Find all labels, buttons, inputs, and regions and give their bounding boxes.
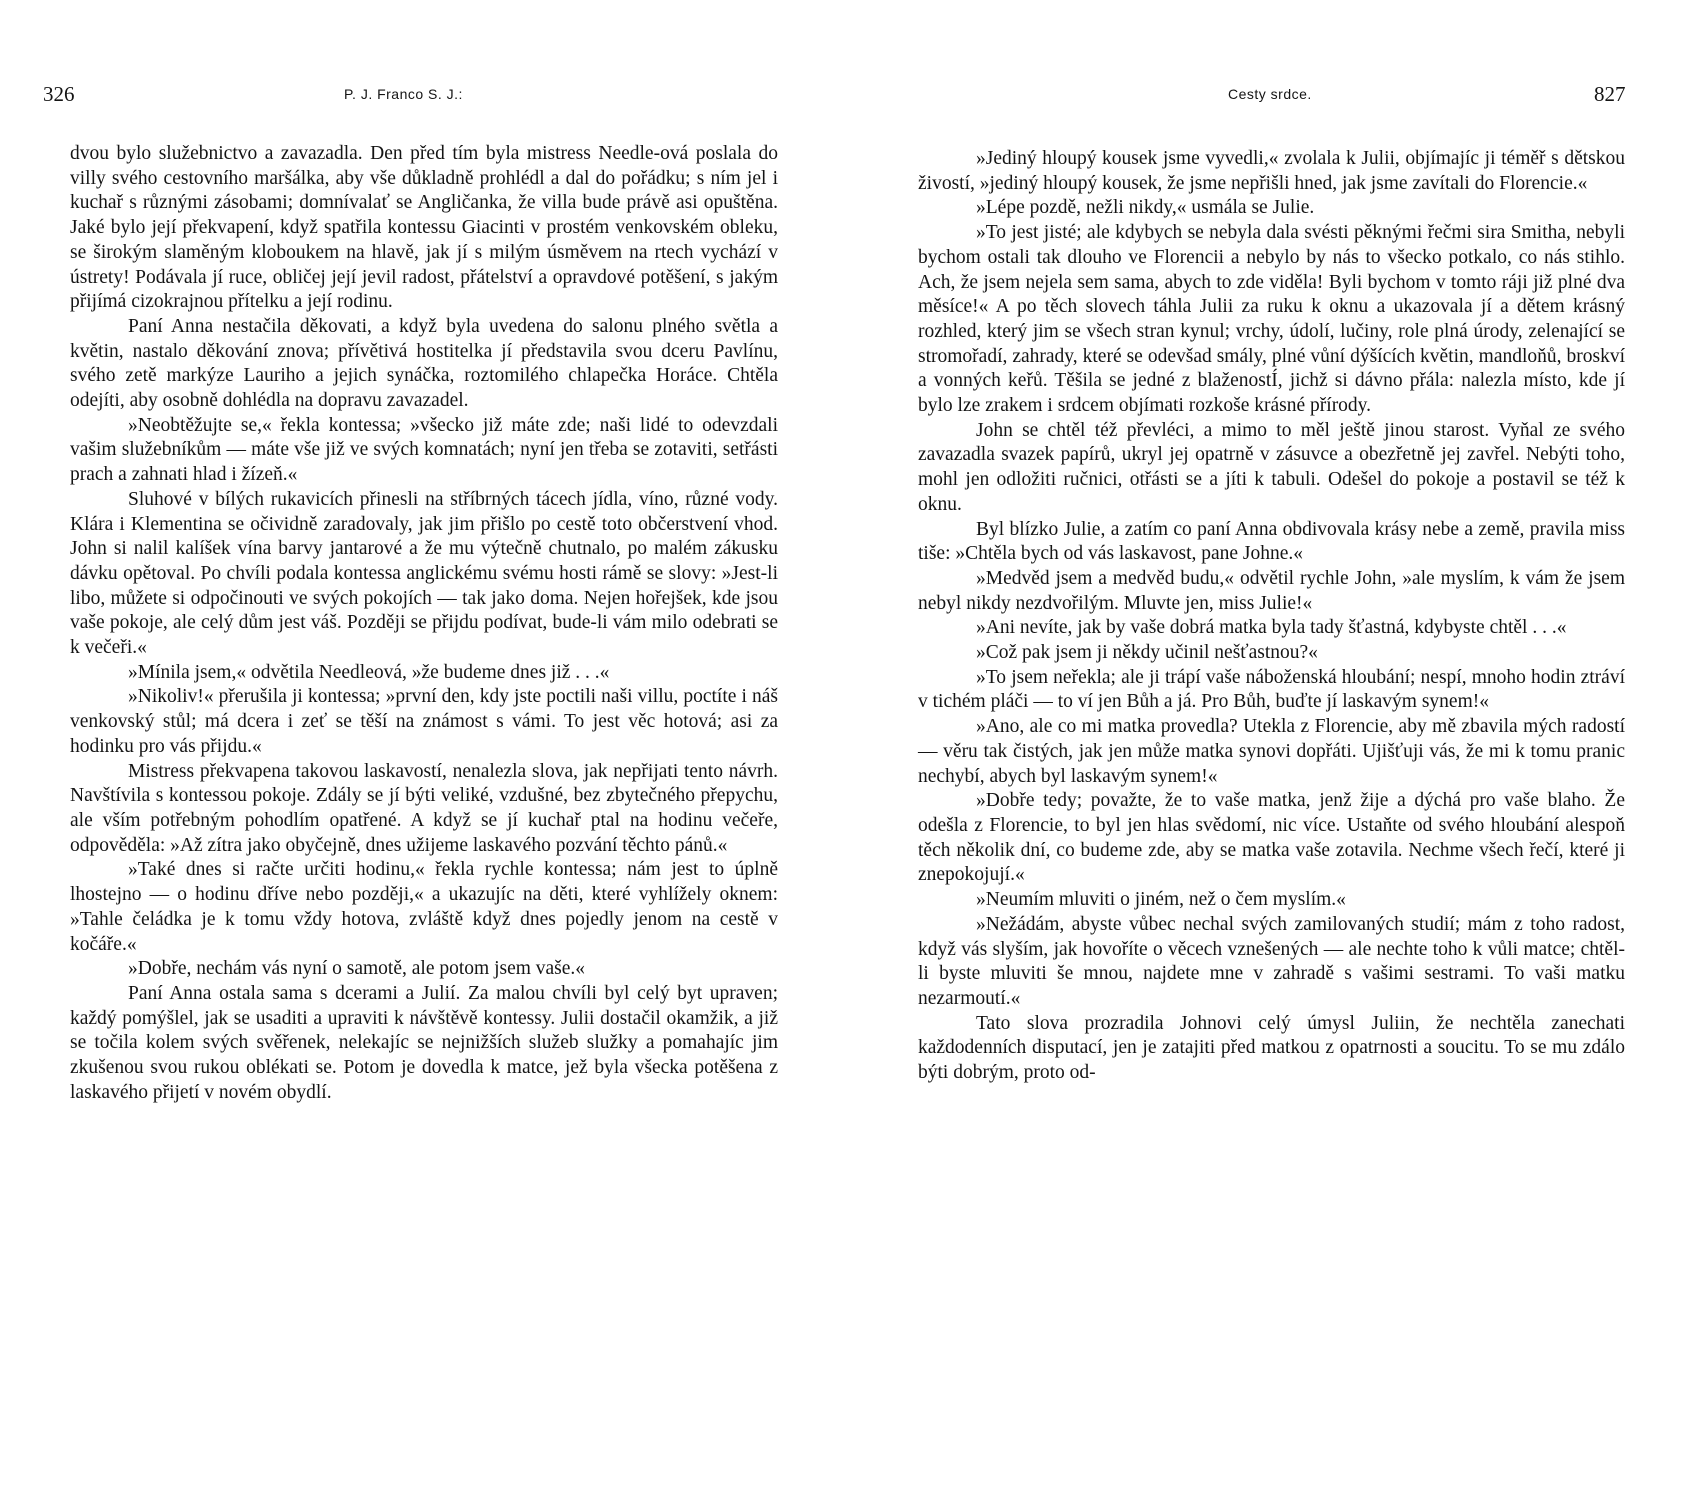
paragraph: »Lépe pozdě, nežli nikdy,« usmála se Julie. [976, 197, 1315, 219]
paragraph: »Ano, ale co mi matka provedla? Utekla z Florencie, aby mě zbavila mých radostí — věru tak čistých, jak jen může matka synovi dopřáti. Ujišťuji vás, že mi k tomu pranic nechybí, abych byl laskavým synem!« [918, 716, 1625, 787]
right-page-number: 827 [1594, 82, 1626, 106]
paragraph: Paní Anna ostala sama s dcerami a Julií. Za malou chvíli byl celý byt upraven; každý pomýšlel, jak se usaditi a upraviti k návštěvě kontessy. Julii dostačil okamžik, a již se točila kolem svých svěřenek, nelekajíc se nejnižších služeb služky a pomahajíc jim zkušenou svou rukou oblékati se. Potom je dovedla k matce, jež byla všecka potěšena z laskavého přijetí v novém obydlí. [70, 982, 778, 1103]
left-running-head: P. J. Franco S. J.: [344, 86, 463, 102]
paragraph: »Dobře tedy; považte, že to vaše matka, jenž žije a dýchá pro vaše blaho. Že odešla z Florencie, to byl jen hlas svědomí, nic více. Ustaňte od svého hloubání alespoň těch několik dní, co budeme zde, aby se matka vaše zotavila. Nechme všech řečí, které ji znepokojují.« [918, 790, 1625, 886]
paragraph: John se chtěl též převléci, a mimo to měl ještě jinou starost. Vyňal ze svého zavazadla svazek papírů, ukryl jej opatrně v zásuvce a obezřetně jej zavřel. Nebýti toho, mohl jen odložiti ručnici, otřásti se a jíti k tabuli. Odešel do pokoje a postavil se též k oknu. [918, 419, 1625, 515]
paragraph: Sluhové v bílých rukavicích přinesli na stříbrných tácech jídla, víno, různé vody. Klára i Klementina se očividně zaradovaly, jak jim přišlo po cestě toto občerstvení vhod. John si nalil kalíšek vína barvy jantarové a že mu výtečně chutnalo, po malém zákusku dávku opětoval. Po chvíli podala kontessa anglickému svému hosti rámě se slovy: »Jest-li libo, můžete si odpočinouti ve svých pokojích — tak jako doma. Nejen hořejšek, kde jsou vaše pokoje, ale celý dům jest váš. Později se přijdu podívat, bude-li vám milo odebrati se k večeři.« [70, 488, 778, 659]
paragraph: »Neumím mluviti o jiném, než o čem myslím.« [976, 889, 1346, 911]
paragraph: »Mínila jsem,« odvětila Needleová, »že budeme dnes již . . .« [128, 661, 610, 683]
paragraph: Tato slova prozradila Johnovi celý úmysl Juliin, že nechtěla zanechati každodenních disputací, jen je zatajiti před matkou z opatrnosti a soucitu. To se mu zdálo býti dobrým, proto od- [918, 1012, 1625, 1084]
paragraph: dvou bylo služebnictvo a zavazadla. Den před tím byla mistress Needle-ová poslala do villy svého cestovního maršálka, aby vše důkladně prohlédl a dal do pořádku; s ním jel i kuchař s různými zásobami; domnívalať se Angličanka, že villa bude právě asi opuštěna. Jaké bylo její překvapení, když spatřila kontessu Giacinti v prostém venkovském obleku, se širokým slaměným kloboukem na hlavě, jak jí s milým úsměvem na rtech vychází v ústrety! Podávala jí ruce, obličej její jevil radost, přátelství a opravdové potěšení, s jakým přijímá cizokrajnou přítelku a její rodinu. [70, 143, 778, 313]
paragraph: Paní Anna nestačila děkovati, a když byla uvedena do salonu plného světla a květin, nastalo děkování znova; přívětivá hostitelka jí představila svou dceru Pavlínu, svého zetě markýze Lauriho a jejich synáčka, roztomilého chlapečka Horáce. Chtěla odejíti, aby osobně dohlédla na dopravu zavazadel. [70, 315, 778, 412]
paragraph: »Neobtěžujte se,« řekla kontessa; »všecko již máte zde; naši lidé to odevzdali vašim služebníkům — máte vše již ve svých komnatách; nyní jen třeba se zotaviti, setřásti prach a zahnati hlad i žízeň.« [70, 414, 778, 486]
paragraph: »Nežádám, abyste vůbec nechal svých zamilovaných studií; mám z toho radost, když vás slyším, jak hovoříte o věcech vznešených — ale nechte toho k vůli matce; chtěl-li byste mluviti še mnou, najdete mne v zahradě s vašimi sestrami. To vaši matku nezarmoutí.« [918, 913, 1625, 1009]
right-text-column [918, 147, 1625, 1086]
right-page [842, 0, 1684, 1500]
paragraph: »Což pak jsem ji někdy učinil nešťastnou?« [976, 642, 1318, 664]
paragraph: »Nikoliv!« přerušila ji kontessa; »první den, kdy jste poctili naši villu, poctíte i náš venkovský stůl; má dcera i zeť se těší na známost s vámi. To jest věc hotová; asi za hodinku pro vás přijdu.« [70, 686, 778, 757]
paragraph: »To jest jisté; ale kdybych se nebyla dala svésti pěknými řečmi sira Smitha, nebyli bychom ostali tak dlouho ve Florencii a nebylo by nás to všecko potkalo, co nás stihlo. Ach, že jsem nejela sem sama, abych to zde viděla! Byli bychom v tomto ráji již plné dva měsíce!« A po těch slovech táhla Julii za ruku k oknu a ukazovala jí a dětem krásný rozhled, který jim se všech stran kynul; vrchy, údolí, lučiny, role plná úrody, zelenající se stromořadí, zahrady, které se odevšad smály, plné vůní dýšících květin, mandloňů, broskví a vonných keřů. Těšila se jedné z blaženostÍ, jichž si dávno přála: nalezla místo, kde jí bylo lze zrakem i srdcem objímati rozkoše krásné přírody. [918, 222, 1625, 417]
paragraph: Mistress překvapena takovou laskavostí, nenalezla slova, jak nepřijati tento návrh. Navštívila s kontessou pokoje. Zdály se jí býti veliké, vzdušné, bez zbytečného přepychu, ale vším potřebným pohodlím opatřené. A když se jí kuchař ptal na hodinu večeře, odpověděla: »Až zítra jako obyčejně, dnes užijeme laskavého pozvání těchto pánů.« [70, 760, 778, 856]
paragraph: »Také dnes si račte určiti hodinu,« řekla rychle kontessa; nám jest to úplně lhostejno — o hodinu dříve nebo později,« a ukazujíc na děti, které vyhlížely oknem: »Tahle čeládka je k tomu vždy hotova, zvláště když dnes pojedly jenom na cestě v kočáře.« [70, 859, 778, 955]
paragraph: »Medvěd jsem a medvěd budu,« odvětil rychle John, »ale myslím, k vám že jsem nebyl nikdy nezdvořilým. Mluvte jen, miss Julie!« [918, 567, 1625, 614]
paragraph: »Ani nevíte, jak by vaše dobrá matka byla tady šťastná, kdybyste chtěl . . .« [976, 617, 1567, 639]
paragraph: »To jsem neřekla; ale ji trápí vaše náboženská hloubání; nespí, mnoho hodin ztráví v tichém pláči — to ví jen Bůh a já. Pro Bůh, buďte jí laskavým synem!« [918, 666, 1625, 713]
left-text-column [70, 142, 778, 1105]
paragraph: »Jediný hloupý kousek jsme vyvedli,« zvolala k Julii, objímajíc ji téměř s dětskou živostí, »jediný hloupý kousek, že jsme nepřišli hned, jak jsme zavítali do Florencie.« [918, 148, 1625, 194]
paragraph: »Dobře, nechám vás nyní o samotě, ale potom jsem vaše.« [128, 958, 586, 980]
right-running-head: Cesty srdce. [1228, 86, 1312, 102]
paragraph: Byl blízko Julie, a zatím co paní Anna obdivovala krásy nebe a země, pravila miss tiše: »Chtěla bych od vás laskavost, pane Johne.« [918, 518, 1625, 565]
left-page-number: 326 [43, 82, 75, 106]
